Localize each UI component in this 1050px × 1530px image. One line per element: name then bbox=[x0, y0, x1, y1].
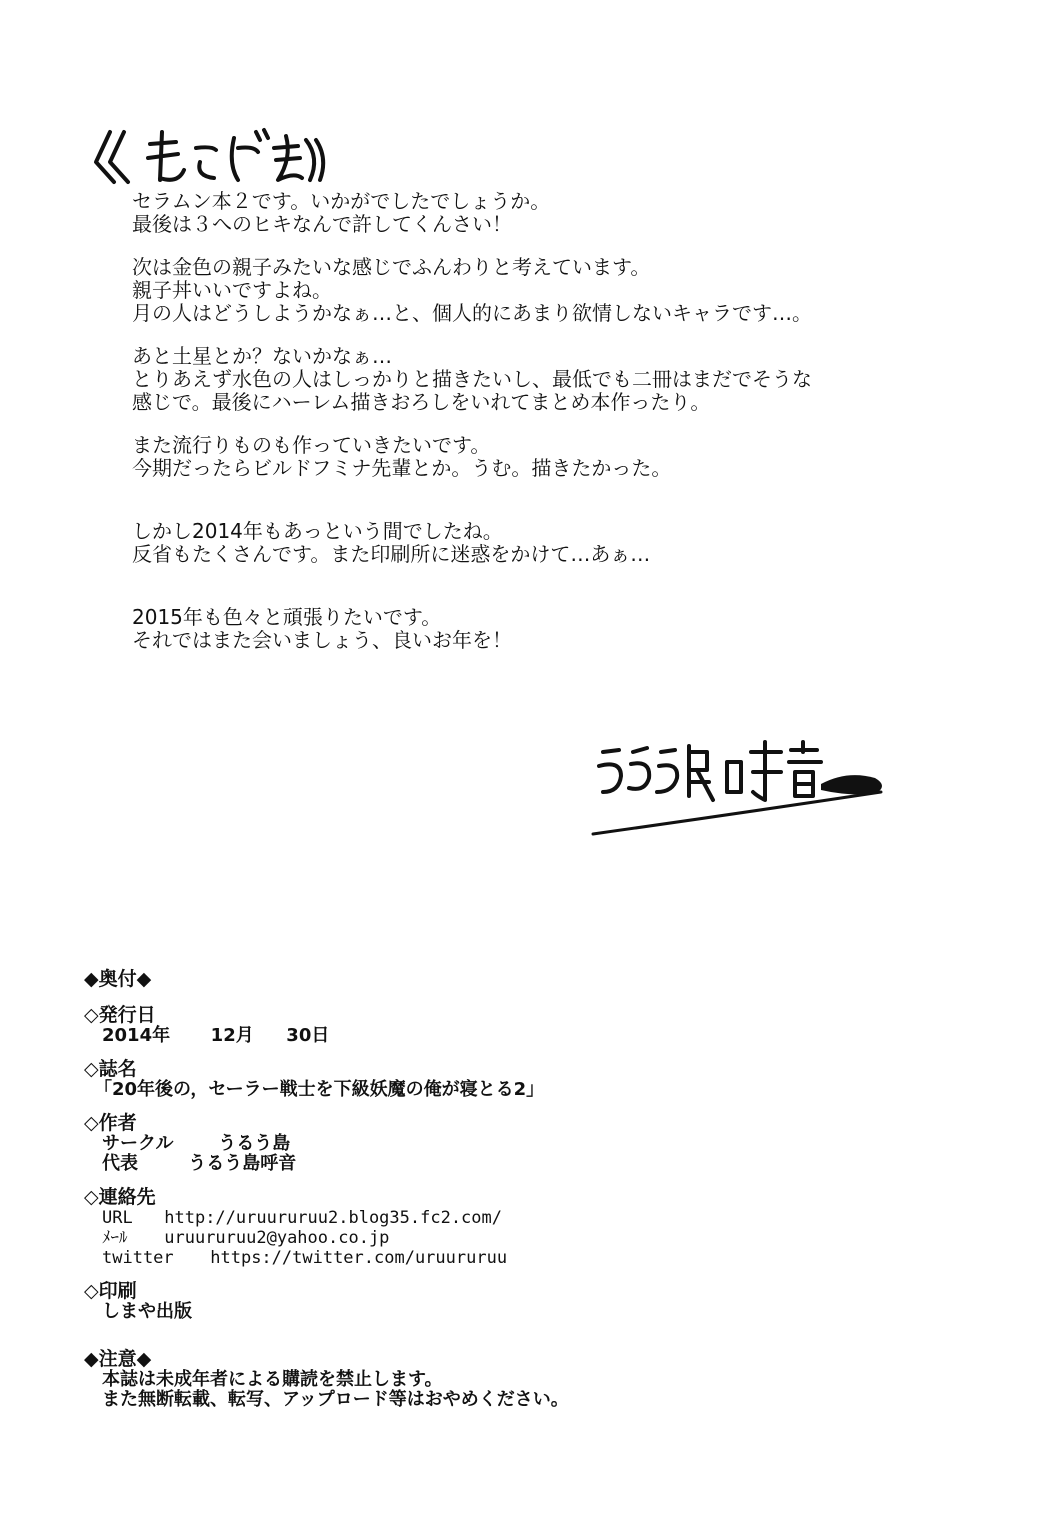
issue-month: 12月 bbox=[210, 1025, 254, 1046]
text-line: 今期だったらビルドフミナ先輩とか。うむ。描きたかった。 bbox=[132, 456, 672, 480]
url-key: URL bbox=[102, 1208, 133, 1228]
book-title-value: 「20年後の，セーラー戦士を下級妖魔の俺が寝とる2」 bbox=[94, 1079, 545, 1100]
colophon-title-section bbox=[84, 968, 984, 990]
afterword-paragraph bbox=[132, 345, 992, 414]
contact-mail bbox=[84, 1228, 984, 1248]
notice-section bbox=[84, 1348, 984, 1410]
text-line: それではまた会いましょう、良いお年を！ bbox=[132, 628, 512, 652]
text-line: 月の人はどうしようかなぁ…と、個人的にあまり欲情しないキャラです…。 bbox=[132, 301, 812, 325]
issue-date-section bbox=[84, 1004, 984, 1046]
text-line: あと土星とか？ないかなぁ… bbox=[132, 344, 392, 368]
author-signature bbox=[585, 722, 895, 842]
circle-value: うるう島 bbox=[218, 1133, 291, 1154]
printing-label: ◇印刷 bbox=[84, 1280, 137, 1302]
printing-section bbox=[84, 1280, 984, 1322]
rep-key: 代表 bbox=[102, 1153, 138, 1174]
author-label: ◇作者 bbox=[84, 1112, 137, 1134]
book-title-label: ◇誌名 bbox=[84, 1058, 137, 1080]
issue-date-label: ◇発行日 bbox=[84, 1004, 156, 1026]
twitter-key: twitter bbox=[102, 1248, 174, 1268]
contact-twitter bbox=[84, 1248, 984, 1268]
afterword-paragraph bbox=[132, 256, 992, 325]
mail-value: uruururuu2@yahoo.co.jp bbox=[164, 1228, 390, 1248]
text-line: 感じで。最後にハーレム描きおろしをいれてまとめ本作ったり。 bbox=[132, 390, 711, 414]
text-line: また流行りものも作っていきたいです。 bbox=[132, 433, 491, 457]
afterword-paragraph bbox=[132, 520, 992, 566]
issue-year: 2014年 bbox=[102, 1025, 171, 1046]
author-section bbox=[84, 1112, 984, 1174]
text-line: 反省もたくさんです。また印刷所に迷惑をかけて…あぁ… bbox=[132, 542, 651, 566]
contact-section bbox=[84, 1186, 984, 1268]
notice-line: また無断転載、転写、アップロード等はおやめください。 bbox=[102, 1389, 569, 1410]
text-line: 2015年も色々と頑張りたいです。 bbox=[132, 605, 442, 629]
afterword-paragraph bbox=[132, 190, 992, 236]
author-circle bbox=[84, 1134, 984, 1154]
contact-url bbox=[84, 1208, 984, 1228]
issue-day: 30日 bbox=[286, 1025, 330, 1046]
colophon-title: ◆奥付◆ bbox=[84, 968, 152, 990]
afterword-paragraph bbox=[132, 606, 992, 652]
mail-key: ﾒｰﾙ bbox=[102, 1228, 128, 1248]
afterword-text bbox=[132, 190, 992, 652]
notice-label: ◆注意◆ bbox=[84, 1348, 152, 1370]
issue-date-value bbox=[84, 1026, 984, 1046]
colophon bbox=[84, 968, 984, 1410]
rep-value: うるう島呼音 bbox=[188, 1153, 297, 1174]
text-line: しかし2014年もあっという間でしたね。 bbox=[132, 519, 503, 543]
text-line: セラムン本２です。いかがでしたでしょうか。 bbox=[132, 189, 551, 213]
book-title-section bbox=[84, 1058, 984, 1100]
printing-value: しまや出版 bbox=[102, 1301, 192, 1322]
text-line: 最後は３へのヒキなんで許してくんさい！ bbox=[132, 212, 512, 236]
text-line: 親子丼いいですよね。 bbox=[132, 278, 332, 302]
afterword-heading bbox=[88, 118, 328, 198]
text-line: 次は金色の親子みたいな感じでふんわりと考えています。 bbox=[132, 255, 651, 279]
circle-key: サークル bbox=[102, 1133, 174, 1154]
notice-line: 本誌は未成年者による購読を禁止します。 bbox=[102, 1369, 443, 1390]
text-line: とりあえず水色の人はしっかりと描きたいし、最低でも二冊はまだでそうな bbox=[132, 367, 812, 391]
url-value: http://uruururuu2.blog35.fc2.com/ bbox=[164, 1208, 503, 1228]
twitter-value: https://twitter.com/uruururuu bbox=[210, 1248, 508, 1268]
author-representative bbox=[84, 1154, 984, 1174]
contact-label: ◇連絡先 bbox=[84, 1186, 156, 1208]
afterword-paragraph bbox=[132, 434, 992, 480]
